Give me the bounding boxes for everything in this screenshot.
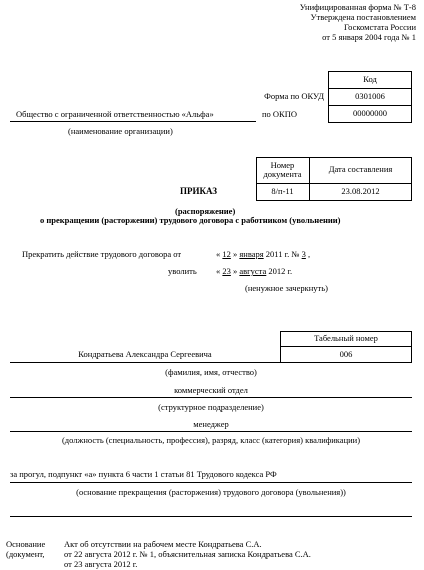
contract-month: января	[239, 249, 264, 259]
organization-name: Общество с ограниченной ответственностью «Альфа»	[16, 109, 214, 119]
contract-date: « 12 » января 2011 г. № 3 ,	[216, 249, 311, 259]
form-number: Унифицированная форма № Т-8	[299, 2, 416, 12]
tab-number-header: Табельный номер	[314, 332, 378, 343]
okpo-label: по ОКПО	[262, 109, 298, 119]
position: менеджер	[193, 419, 229, 429]
position-caption: (должность (специальность, профессия), разряд, класс (категория) квалификации)	[61, 435, 361, 445]
basis-text-3: от 23 августа 2012 г.	[64, 559, 138, 570]
termination-reason: за прогул, подпункт «а» пункта 6 части 1 статьи 81 Трудового кодекса РФ	[10, 469, 277, 479]
doc-number-header: Номер документа	[263, 159, 302, 179]
dismiss-month: августа	[239, 266, 267, 276]
okud-value: 0301006	[355, 90, 385, 101]
doc-date-header: Дата составления	[328, 164, 393, 175]
doc-number: 8/п-11	[271, 186, 294, 197]
doc-date: 23.08.2012	[341, 186, 380, 197]
terminate-label: Прекратить действие трудового договора от	[22, 249, 182, 259]
department: коммерческий отдел	[174, 385, 248, 395]
tab-number-value: 006	[339, 348, 353, 359]
dismiss-year: 2012 г.	[268, 266, 293, 276]
employee-name: Кондратьева Александра Сергеевича	[78, 349, 212, 359]
basis-label-2: (документ,	[6, 549, 45, 560]
order-about: о прекращении (расторжении) трудового договора с работником (увольнении)	[40, 215, 341, 225]
dismiss-day: 23	[222, 266, 231, 276]
approval-date: от 5 января 2004 года № 1	[322, 32, 416, 43]
basis-text	[64, 539, 311, 570]
strike-note: (ненужное зачеркнуть)	[245, 283, 328, 293]
order-title: ПРИКАЗ	[180, 186, 218, 196]
termination-reason-caption: (основание прекращения (расторжения) трудового договора (увольнения))	[76, 487, 346, 497]
employee-name-caption: (фамилия, имя, отчество)	[165, 367, 257, 377]
form-header	[300, 2, 416, 42]
okud-label: Форма по ОКУД	[264, 91, 324, 101]
code-header: Код	[363, 73, 377, 84]
basis-label	[6, 539, 45, 559]
contract-day: 12	[222, 249, 231, 259]
basis-text-2: от 22 августа 2012 г. № 1, объяснительная записка Кондратьева С.А.	[64, 549, 311, 560]
basis-label-1: Основание	[6, 539, 46, 549]
approval-line: Утверждена постановлением	[310, 12, 416, 23]
order-subtitle: (распоряжение)	[175, 206, 236, 216]
organization-caption: (наименование организации)	[68, 126, 173, 136]
dismiss-label: уволить	[168, 266, 197, 276]
basis-text-1: Акт об отсутствии на рабочем месте Кондратьева С.А.	[64, 539, 262, 549]
approval-authority: Госкомстата России	[343, 22, 416, 33]
department-caption: (структурное подразделение)	[158, 402, 264, 412]
contract-number: 3	[301, 249, 306, 259]
okpo-value: 00000000	[353, 108, 387, 119]
dismiss-date: « 23 » августа 2012 г.	[216, 266, 293, 276]
contract-year: 2011 г. №	[265, 249, 300, 259]
